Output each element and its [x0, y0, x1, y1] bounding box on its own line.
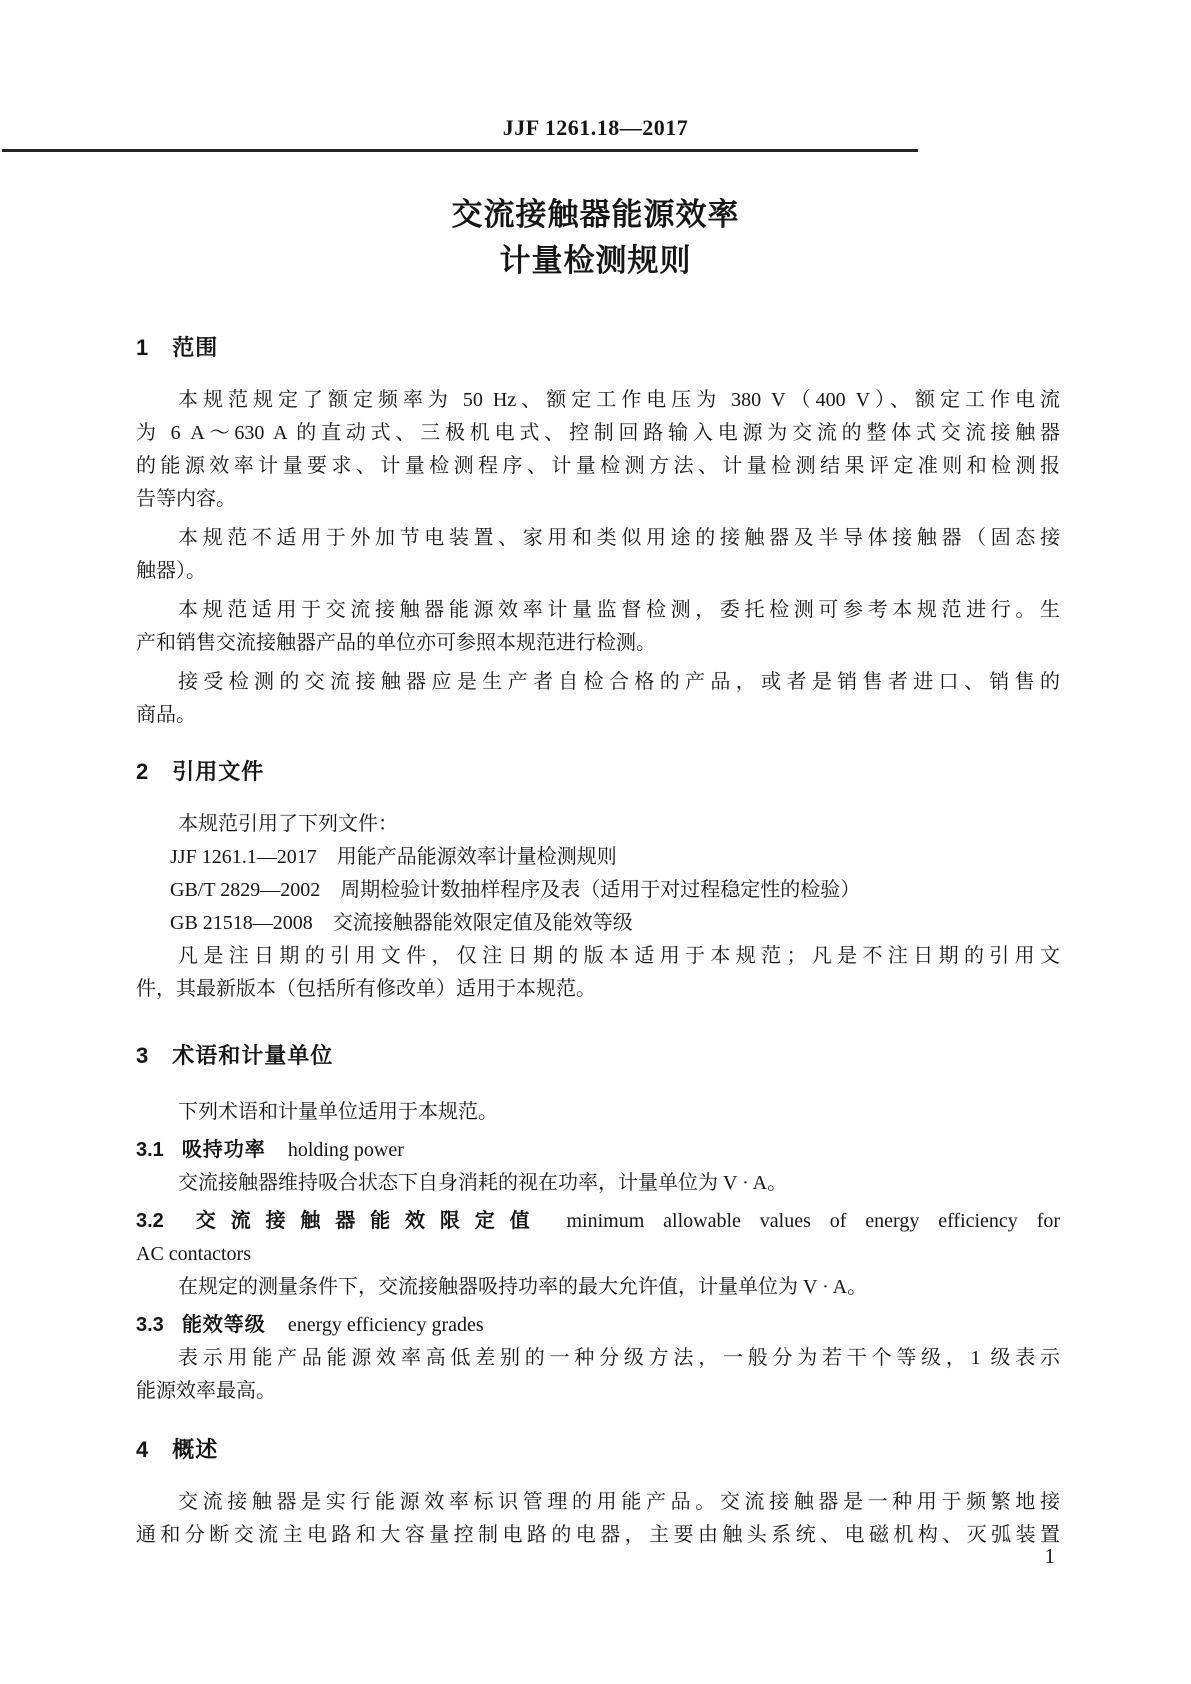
- page-content: [136, 334, 1060, 1552]
- doc-number: JJF 1261.18—2017: [502, 115, 689, 140]
- subsection-3-2-term: 交流接触器能效限定值: [181, 1210, 545, 1232]
- body-line: 的能源效率计量要求、计量检测程序、计量检测方法、计量检测结果评定准则和检测报: [136, 455, 1060, 477]
- subsection-3-1: [136, 1134, 1060, 1167]
- subsection-3-2-english-cont: AC contactors: [136, 1243, 251, 1265]
- body-line: 表示用能产品能源效率高低差别的一种分级方法，一般分为若干个等级，1 级表示: [178, 1347, 1060, 1369]
- page-number: 1: [1044, 1544, 1055, 1568]
- body-line: 接受检测的交流接触器应是生产者自检合格的产品，或者是销售者进口、销售的: [178, 671, 1060, 693]
- subsection-3-3: [136, 1309, 1060, 1342]
- body-line: 在规定的测量条件下，交流接触器吸持功率的最大允许值，计量单位为 V · A。: [178, 1276, 868, 1298]
- reference-item: JJF 1261.1—2017 用能产品能源效率计量检测规则: [170, 846, 617, 868]
- subsection-3-3-term: 能效等级: [181, 1314, 266, 1336]
- section-2-heading: [136, 758, 1060, 786]
- body-line: 下列术语和计量单位适用于本规范。: [178, 1101, 498, 1123]
- section-1-number: 1: [136, 335, 149, 360]
- subsection-3-2-number: 3.2: [136, 1210, 164, 1232]
- doc-title-line-2: 计量检测规则: [499, 243, 692, 278]
- section-4-heading: [136, 1436, 1060, 1464]
- body-line: 本规范不适用于外加节电装置、家用和类似用途的接触器及半导体接触器（固态接: [178, 527, 1060, 549]
- body-line: 本规范引用了下列文件：: [178, 813, 398, 835]
- body-line: 为 6 A～630 A 的直动式、三极机电式、控制回路输入电源为交流的整体式交流接触器: [136, 422, 1060, 444]
- subsection-3-2: [136, 1205, 1060, 1238]
- body-line: 交流接触器维持吸合状态下自身消耗的视在功率，计量单位为 V · A。: [178, 1172, 788, 1194]
- body-line: 商品。: [136, 704, 196, 726]
- section-3-title: 术语和计量单位: [172, 1043, 334, 1068]
- reference-item: GB/T 2829—2002 周期检验计数抽样程序及表（适用于对过程稳定性的检验）: [170, 879, 861, 901]
- doc-title-line-1: 交流接触器能源效率: [451, 197, 740, 232]
- subsection-3-3-number: 3.3: [136, 1314, 164, 1336]
- body-line: 凡是注日期的引用文件，仅注日期的版本适用于本规范；凡是不注日期的引用文: [178, 945, 1060, 967]
- section-1-title: 范围: [172, 335, 219, 360]
- subsection-3-1-english: holding power: [287, 1139, 404, 1161]
- section-4-title: 概述: [172, 1437, 219, 1462]
- subsection-3-1-term: 吸持功率: [181, 1139, 266, 1161]
- section-1-heading: [136, 334, 1060, 362]
- subsection-3-2-english: minimum allowable values of energy efficiency for: [566, 1210, 1061, 1232]
- section-3-number: 3: [136, 1043, 149, 1068]
- body-line: 件，其最新版本（包括所有修改单）适用于本规范。: [136, 978, 596, 1000]
- reference-item: GB 21518—2008 交流接触器能效限定值及能效等级: [170, 912, 633, 934]
- body-line: 能源效率最高。: [136, 1380, 276, 1402]
- subsection-3-1-number: 3.1: [136, 1139, 164, 1161]
- section-2-number: 2: [136, 759, 149, 784]
- section-4-number: 4: [136, 1437, 149, 1462]
- section-2-title: 引用文件: [172, 759, 265, 784]
- body-line: 本规范适用于交流接触器能源效率计量监督检测，委托检测可参考本规范进行。生: [178, 599, 1060, 621]
- body-line: 交流接触器是实行能源效率标识管理的用能产品。交流接触器是一种用于频繁地接: [178, 1491, 1060, 1513]
- subsection-3-3-english: energy efficiency grades: [287, 1314, 484, 1336]
- body-line: 本规范规定了额定频率为 50 Hz、额定工作电压为 380 V（400 V）、额定工作电流: [178, 389, 1060, 411]
- body-line: 触器）。: [136, 560, 206, 582]
- body-line: 告等内容。: [136, 488, 236, 510]
- body-line: 通和分断交流主电路和大容量控制电路的电器，主要由触头系统、电磁机构、灭弧装置: [136, 1524, 1060, 1546]
- body-line: 产和销售交流接触器产品的单位亦可参照本规范进行检测。: [136, 632, 656, 654]
- section-3-heading: [136, 1042, 1060, 1070]
- header-rule: [2, 149, 918, 152]
